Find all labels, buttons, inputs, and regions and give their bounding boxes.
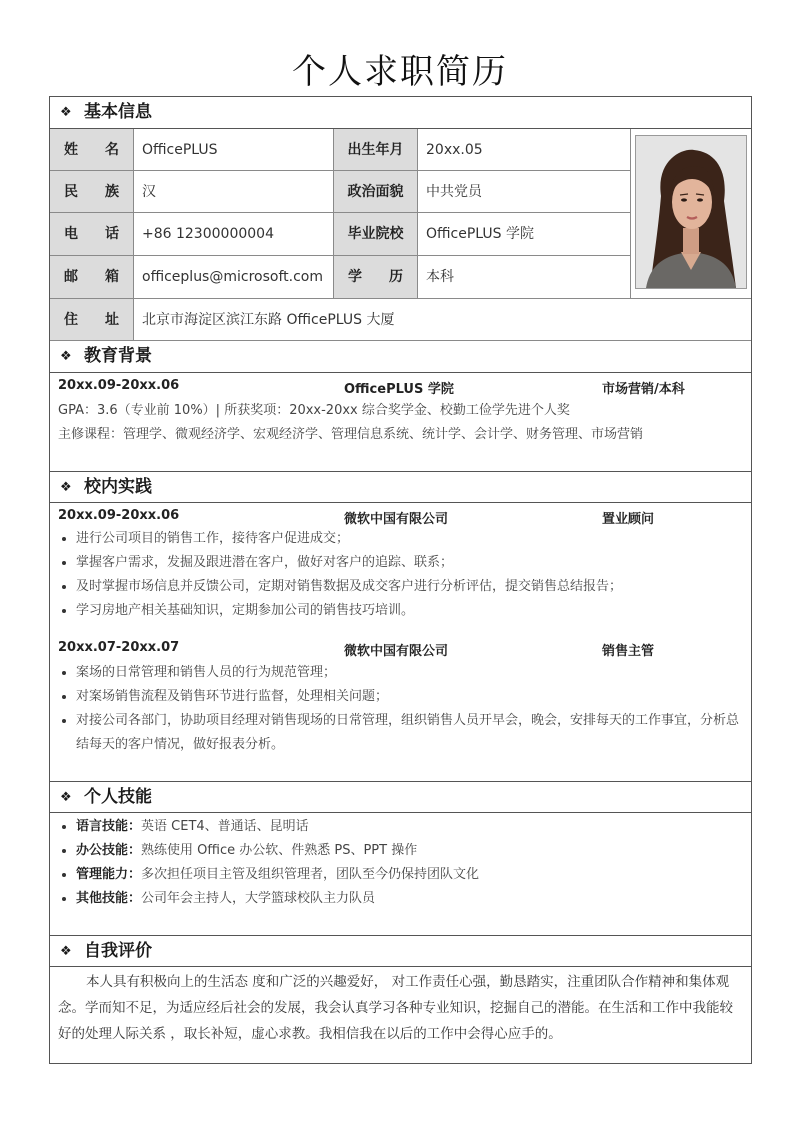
portrait-image <box>636 136 746 288</box>
section-education-title: 教育背景 <box>84 346 152 366</box>
phone-label: 电 话 <box>50 213 134 256</box>
nation-value: 汉 <box>134 171 334 213</box>
diamond-icon: ❖ <box>60 790 72 805</box>
education-gpa: GPA：3.6（专业前 10%）| 所获奖项：20xx-20xx 综合奖学金、校勤工俭学先进个人奖 <box>58 403 570 418</box>
skill-item: 管理能力：多次担任项目主管及组织管理者，团队至今仍保持团队文化 <box>58 863 744 887</box>
politics-value: 中共党员 <box>418 171 631 213</box>
politics-label: 政治面貌 <box>334 171 418 213</box>
diamond-icon: ❖ <box>60 349 72 364</box>
section-skills-header <box>50 781 751 813</box>
name-label: 姓 名 <box>50 129 134 171</box>
section-basic-header <box>50 97 751 129</box>
self-evaluation: 本人具有积极向上的生活态 度和广泛的兴趣爱好， 对工作责任心强，勤恳踏实，注重团队合作精神和集体观念。学而知不足，为适应经后社会的发展，我会认真学习各种专业知识，挖掘自己的潜能。在生活和工作中我能较好的处理人际关系 ，取长补短，虚心求教。我相信我在以后的工作中会得心应手的。 <box>58 974 733 1042</box>
diamond-icon: ❖ <box>60 480 72 495</box>
address-value: 北京市海淀区滨江东路 OfficePLUS 大厦 <box>134 299 751 341</box>
list-item: 案场的日常管理和销售人员的行为规范管理； <box>58 661 744 685</box>
address-label: 住 址 <box>50 299 134 341</box>
birth-label: 出生年月 <box>334 129 418 171</box>
skill-item: 语言技能：英语 CET4、普通话、昆明话 <box>58 815 744 839</box>
section-self-title: 自我评价 <box>84 941 152 961</box>
school-label: 毕业院校 <box>334 213 418 256</box>
degree-value: 本科 <box>418 256 631 299</box>
education-school: OfficePLUS 学院 <box>344 382 454 397</box>
list-item: 及时掌握市场信息并反馈公司，定期对销售数据及成交客户进行分析评估，提交销售总结报告； <box>58 575 744 599</box>
section-education-header <box>50 341 751 373</box>
diamond-icon: ❖ <box>60 105 72 120</box>
list-item: 对案场销售流程及销售环节进行监督，处理相关问题； <box>58 685 744 709</box>
name-value: OfficePLUS <box>134 129 334 171</box>
section-skills-title: 个人技能 <box>84 787 152 807</box>
email-value: officeplus@microsoft.com <box>134 256 334 299</box>
section-basic-title: 基本信息 <box>84 102 152 122</box>
degree-label: 学 历 <box>334 256 418 299</box>
email-label: 邮 箱 <box>50 256 134 299</box>
practice-role: 置业顾问 <box>602 512 655 527</box>
practice-period: 20xx.07-20xx.07 <box>58 640 180 655</box>
avatar <box>635 135 747 289</box>
education-row <box>58 378 748 400</box>
education-courses: 主修课程：管理学、微观经济学、宏观经济学、管理信息系统、统计学、会计学、财务管理、市场营销 <box>58 427 644 442</box>
section-practice-header <box>50 471 751 503</box>
education-period: 20xx.09-20xx.06 <box>58 378 180 393</box>
list-item: 进行公司项目的销售工作，接待客户促进成交； <box>58 527 744 551</box>
resume-frame <box>49 96 752 1064</box>
phone-value: +86 12300000004 <box>134 213 334 256</box>
list-item: 掌握客户需求，发掘及跟进潜在客户，做好对客户的追踪、联系； <box>58 551 744 575</box>
practice-row-2 <box>58 640 748 662</box>
practice-period: 20xx.09-20xx.06 <box>58 508 180 523</box>
skill-item: 其他技能：公司年会主持人，大学篮球校队主力队员 <box>58 887 744 911</box>
section-self-header <box>50 935 751 967</box>
practice-role: 销售主管 <box>602 644 655 659</box>
school-value: OfficePLUS 学院 <box>418 213 631 256</box>
birth-value: 20xx.05 <box>418 129 631 171</box>
practice-company: 微软中国有限公司 <box>344 512 449 527</box>
section-practice-title: 校内实践 <box>84 477 152 497</box>
diamond-icon: ❖ <box>60 944 72 959</box>
practice-company: 微软中国有限公司 <box>344 644 449 659</box>
list-item: 对接公司各部门，协助项目经理对销售现场的日常管理，组织销售人员开早会，晚会，安排每天的工作事宜，分析总结每天的客户情况，做好报表分析。 <box>58 709 744 757</box>
nation-label: 民 族 <box>50 171 134 213</box>
list-item: 学习房地产相关基础知识，定期参加公司的销售技巧培训。 <box>58 599 744 623</box>
education-major: 市场营销/本科 <box>602 382 685 397</box>
photo-cell <box>631 129 751 299</box>
skill-item: 办公技能：熟练使用 Office 办公软、件熟悉 PS、PPT 操作 <box>58 839 744 863</box>
page-title: 个人求职简历 <box>292 52 508 92</box>
